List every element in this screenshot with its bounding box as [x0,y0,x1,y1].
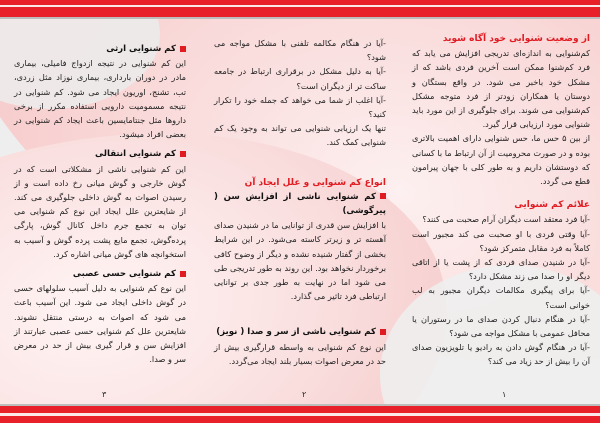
symptom-question: -آیا اغلب از شما می خواهد که جمله خود را تکرار کنید؟ [214,94,386,120]
red-square-bullet-icon [180,271,186,277]
panel-page-1 [412,32,590,369]
page-number-1: ۱ [502,390,507,399]
section-body-conductive: این کم شنوایی ناشی از مشکلاتی است که در گوش خارجی و گوش میانی رخ داده است و از رسیدن اصوات به گوش داخلی جلوگیری می کند. از شایعترین علل ایجاد این نوع کم شنوایی می توان به تجمع جرم داخل کانال گوش، پارگی پرده‌گوش، تجمع مایع پشت پرده گوش و آسیب به استخوانچه های گوش میانی اشاره کرد. [14,163,186,259]
page-number-3: ۳ [102,390,107,399]
section-title-text: کم شنوایی ناشی از افزایش سن ( پیرگوشی) [214,191,386,217]
red-square-bullet-icon [380,193,386,199]
panel-page-3 [14,42,186,366]
section-body-noise: این نوع کم شنوایی به واسطه قرارگیری بیش از حد در معرض اصوات بسیار بلند ایجاد می‌گردد. [214,341,386,366]
red-square-bullet-icon [180,46,186,52]
heading-symptoms: علائم کم شنوایی [514,200,590,211]
section-title-hereditary [14,42,186,56]
heading-types: انواع کم شنوایی و علل ایجاد آن [244,177,386,188]
symptom-question: -آیا برای پیگیری مکالمات دیگران مجبور به لب خوانی است؟ [412,285,590,310]
section-title-sensorineural [14,267,186,281]
bottom-red-band [0,406,600,413]
red-square-bullet-icon [180,151,186,157]
symptom-question: -آیا در هنگام دنبال کردن صدای ما در رستوران یا محافل عمومی با مشکل مواجه می شود؟ [412,313,590,339]
symptom-question: -آیا در شنیدن صدای فردی که از پشت یا از اتاقی دیگر او را صدا می زند مشکل دارد؟ [412,257,590,282]
symptom-question: -آیا در هنگام مکالمه تلفنی با مشکل مواجه می شود؟ [214,38,386,63]
paragraph-senses: از بین ۵ حس ما، حس شنوایی دارای اهمیت بالاتری بوده و در صورت محرومیت از آن ارتباط ما با کسانی که دوستشان داریم و به طور کلی با جهان پیرامون قطع می گردد. [412,133,590,187]
section-title-text: کم شنوایی انتقالی [95,149,176,160]
section-title-noise [214,325,386,339]
section-title-age [214,190,386,218]
symptom-question: -آیا در هنگام گوش دادن به رادیو یا تلویزیون صدای آن را بیش از حد زیاد می کند؟ [412,342,590,367]
section-body-age: با افزایش سن قدری از توانایی ما در شنیدن صدای آهسته تر و زیرتر کاسته می‌شود. در این شرایط بخشی از گفتار شنیده نشده و دیگر از وضوح کافی برخوردار نخواهد بود. این روند به طور تدریجی طی می شود اما در نهایت به طور جدی بر توانایی ارتباطی فرد تاثیر می گذارد. [214,220,386,302]
closing-note: تنها یک ارزیابی شنوایی می تواند به وجود یک کم شنوایی کمک کند. [214,123,386,148]
page-number-2: ۲ [302,390,307,399]
bottom-red-band-2 [0,416,600,423]
heading-awareness: از وضعیت شنوایی خود آگاه شوید [442,34,590,44]
section-title-text: کم شنوایی ناشی از سر و صدا ( نویز) [216,327,376,338]
section-body-hereditary: این کم شنوایی در نتیجه ازدواج فامیلی، بیماری مادر در دوران بارداری، بیماری نوزاد مثل زردی، تب، تشنج، اوریون ایجاد می شود. کم شنوایی در نتیجه مسمومیت دارویی استفاده مکرر از برخی داروها مثل جنتامایسین باعث ایجاد کم شنوایی در بعضی افراد میشود. [14,58,186,140]
section-body-sensorineural: این نوع کم شنوایی به دلیل آسیب سلولهای حسی در گوش داخلی ایجاد می شود. این آسیب باعث می شود که اصوات به درستی منتقل نشوند. شایعترین علل کم شنوایی حسی عصبی عبارتند از افزایش سن و قرار گیری بیش از حد در معرض سر و صدا. [14,283,186,365]
panel-page-2 [214,36,386,368]
red-square-bullet-icon [380,329,386,335]
section-title-text: کم شنوایی ارثی [106,44,176,54]
symptom-question: -آیا فرد معتقد است دیگران آرام صحبت می کنند؟ [422,214,590,225]
paragraph-intro: کم‌شنوایی به اندازه‌ای تدریجی افزایش می یابد که فرد کم‌شنوا ممکن است آخرین فردی باشد که از مشکل خود باخبر می شود. در واقع بستگان و دوستان یا همکاران زودتر از فرد متوجه مشکل کم‌شنوایی می شوند. برای جلوگیری از این مورد باید شنوایی مورد ارزیابی قرار گیرد. [412,48,590,130]
section-title-text: کم شنوایی حسی عصبی [72,269,176,280]
top-red-band-2 [0,7,600,17]
symptom-question: -آیا به دلیل مشکل در برقراری ارتباط در جامعه ساکت تر از دیگران است؟ [214,66,386,91]
symptom-question: -آیا وقتی فردی با او صحبت می کند مجبور است کاملاً به فرد مقابل متمرکز شود؟ [412,228,590,253]
section-title-conductive [14,147,186,161]
